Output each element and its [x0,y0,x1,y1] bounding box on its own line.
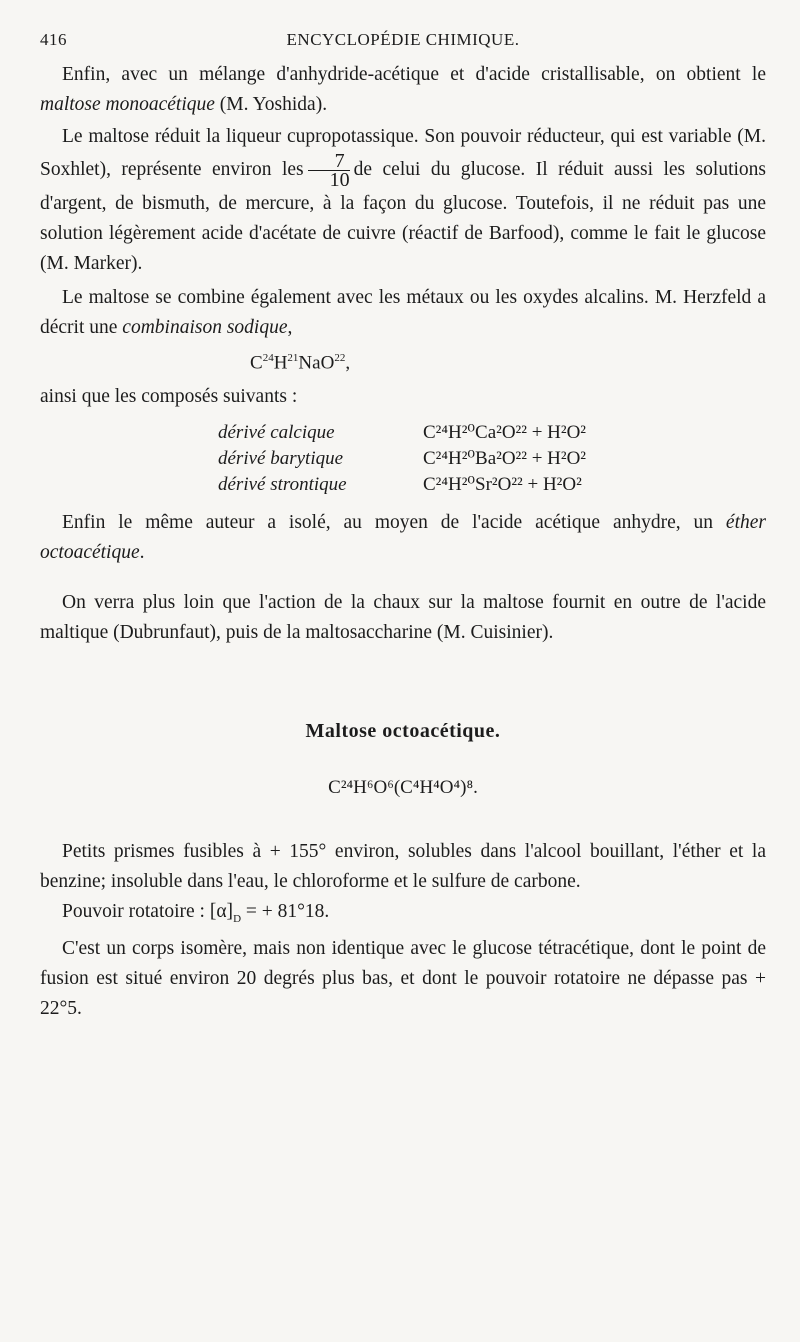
derivative-row [218,472,586,498]
paragraph-prismes: Petits prismes fusibles à + 155° environ, solubles dans l'alcool bouillant, l'éther et la benzine; insoluble dans l'eau, le chloroforme et le sulfure de carbone. [40,841,766,893]
section-formula: C²⁴H⁶O⁶(C⁴H⁴O⁴)⁸. [328,777,478,799]
derivative-row [218,420,586,446]
paragraph-combinaison: Le maltose se combine également avec les métaux ou les oxydes alcalins. M. Herzfeld a décrit une combinaison sodique, [40,287,766,338]
page-number: 416 [40,30,67,49]
derivative-name: dérivé barytique [218,448,344,470]
paragraph-pouvoir-rotatoire: Pouvoir rotatoire : $[\alpha]_D$ = + 81°18. [62,901,330,926]
derivatives-table [218,420,586,498]
section-title: Maltose octoacétique. [305,720,501,743]
paragraph-ether: Enfin le même auteur a isolé, au moyen de l'acide acétique anhydre, un éther octoacétique. [40,512,766,564]
paragraph-monoacetique: Enfin, avec un mélange d'anhydride-acétique et d'acide cristallisable, on obtient le maltose monoacétique (M. Yoshida). [40,64,766,115]
derivative-formula: C²⁴H²⁰Sr²O²² + H²O² [423,474,582,496]
paragraph-pouvoir-reducteur: Le maltose réduit la liqueur cupropotassique. Son pouvoir réducteur, qui est variable (M. Soxhlet), représente environ les $\frac{7}{10}$ de celui du glucose. Il réduit aussi les solutions d'argent, de bismuth, de mercure, à la façon du glucose. Toutefois, il ne réduit pas une solution légèrement acide d'acétate de cuivre (réactif de Barfood), comme le fait le glucose (M. Marker). [40,126,766,274]
page-header [40,30,766,60]
derivative-row [218,446,586,472]
derivative-name: dérivé strontique [218,474,347,496]
paragraph-isomere: C'est un corps isomère, mais non identique avec le glucose tétracétique, dont le point de fusion est situé environ 20 degrés plus bas, et dont le pouvoir rotatoire ne dépasse pas + 22°5. [40,938,766,1020]
paragraph-composes: ainsi que les composés suivants : [40,386,298,408]
document-page [40,30,766,1024]
derivative-name: dérivé calcique [218,422,335,444]
sodium-formula: $C^{24}H^{21}NaO^{22}$, [250,352,351,374]
paragraph-chaux: On verra plus loin que l'action de la chaux sur la maltose fournit en outre de l'acide maltique (Dubrunfaut), puis de la maltosaccharine (M. Cuisinier). [40,592,766,644]
fraction: $\frac{7}{10}$ [308,152,350,189]
derivative-formula: C²⁴H²⁰Ca²O²² + H²O² [423,422,586,444]
derivative-formula: C²⁴H²⁰Ba²O²² + H²O² [423,448,586,470]
running-head: ENCYCLOPÉDIE CHIMIQUE. [286,30,520,49]
